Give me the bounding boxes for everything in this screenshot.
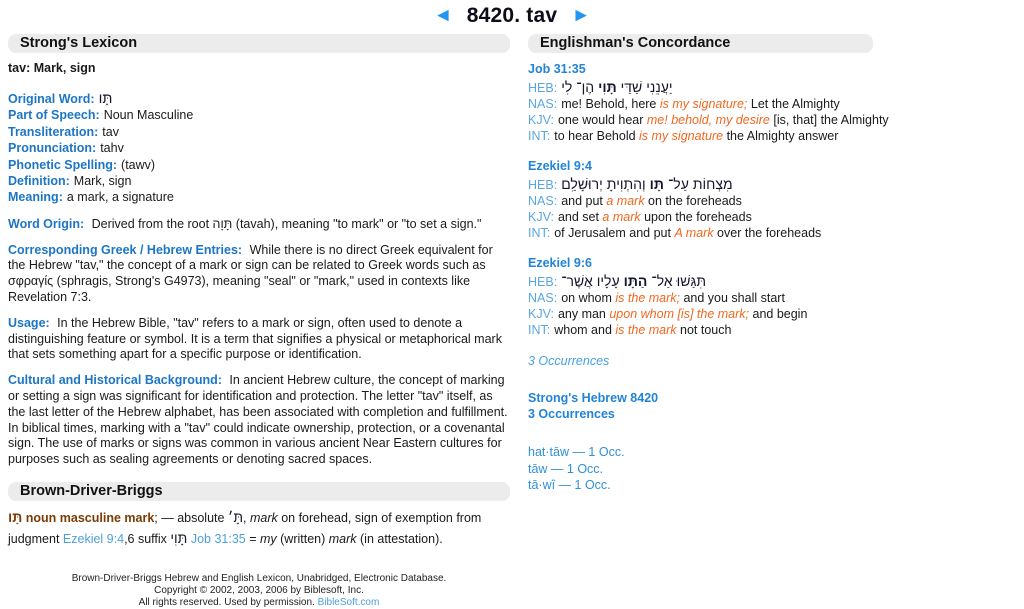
bdb-text-segment: ; — absolute	[154, 511, 228, 525]
concordance-entries	[528, 61, 1020, 338]
hebrew-keyword: תָּוִי	[598, 79, 617, 95]
nas-label: NAS:	[528, 291, 558, 305]
verse-reference-link[interactable]: Job 31:35	[528, 62, 586, 76]
field-value: tahv	[100, 141, 124, 156]
translation-text: and set	[557, 210, 603, 224]
highlighted-phrase: upon whom [is] the mark;	[609, 307, 750, 321]
int-text	[554, 323, 731, 337]
kjv-line	[528, 209, 1020, 225]
translation-text: any man	[557, 307, 610, 321]
highlighted-phrase: is my signature	[639, 129, 724, 143]
bdb-text-segment: תָּ׳	[227, 509, 243, 525]
translation-text: one would hear	[557, 113, 647, 127]
translation-text: and you shall start	[680, 291, 785, 305]
field-label: Pronunciation:	[8, 141, 97, 156]
paragraph-label: Cultural and Historical Background:	[8, 373, 222, 388]
form-occurrence-link[interactable]: tā·wî — 1 Occ.	[528, 478, 611, 492]
int-text	[554, 226, 821, 240]
bdb-text-segment: (written)	[276, 532, 329, 546]
kjv-label: KJV:	[528, 210, 554, 224]
nas-line	[528, 96, 1020, 112]
paragraph-text: Derived from the root תָּוָה (tavah), meaning "to mark" or "to set a sign."	[88, 216, 482, 231]
form-occurrence-link[interactable]: tāw — 1 Occ.	[528, 461, 604, 476]
lexicon-field-row	[8, 124, 510, 140]
kjv-line	[528, 306, 1020, 322]
footer-line-1: Brown-Driver-Briggs Hebrew and English Lexicon, Unabridged, Electronic Database.	[71, 573, 447, 584]
hebrew-text	[561, 79, 676, 95]
kjv-text	[558, 210, 752, 224]
verse-reference-link[interactable]: Ezekiel 9:4	[528, 159, 592, 173]
copyright-footer	[8, 573, 510, 609]
hebrew-word: הֶן־	[576, 79, 595, 95]
previous-entry-arrow[interactable]: ◄	[433, 5, 453, 26]
lexicon-paragraph	[8, 316, 510, 363]
heb-line	[528, 78, 1020, 96]
form-occurrence-link[interactable]: hat·tāw — 1 Occ.	[528, 445, 625, 459]
bdb-text-segment: ,6 suffix	[124, 532, 171, 546]
nas-label: NAS:	[528, 194, 558, 208]
hebrew-keyword: תָּו	[649, 176, 664, 192]
lexicon-paragraph	[8, 373, 510, 468]
translation-text: and begin	[749, 307, 808, 321]
bdb-entry-text	[8, 507, 510, 549]
translation-text: to hear Behold	[554, 129, 640, 143]
entry-title-bar	[0, 0, 1024, 32]
lexicon-paragraph	[8, 243, 510, 306]
nas-line	[528, 290, 1020, 306]
translation-text: over the foreheads	[713, 226, 822, 240]
translation-text: whom and	[554, 323, 616, 337]
field-label: Meaning:	[8, 190, 63, 205]
highlighted-phrase: a mark	[602, 210, 641, 224]
strongs-lexicon-header: Strong's Lexicon	[8, 34, 510, 53]
lexicon-field-row	[8, 91, 510, 107]
lexicon-paragraph	[8, 217, 510, 233]
nas-text	[561, 194, 742, 208]
paragraph-label: Corresponding Greek / Hebrew Entries:	[8, 242, 243, 257]
hebrew-word: מִצְחוֹת	[692, 176, 733, 192]
hebrew-word: שַׁדַּי	[620, 79, 643, 95]
verse-reference-link[interactable]: Ezekiel 9:6	[528, 256, 592, 270]
translation-text: on whom	[561, 291, 616, 305]
int-line	[528, 128, 1020, 144]
paragraph-text: While there is no direct Greek equivalent for the Hebrew "tav," the concept of a mark or sign can be related to Greek words such as σφραγίς (sphragis, Strong's G4973), meaning "seal" or "mark," used in contexts like Revelation 7:3.	[8, 242, 493, 305]
int-label: INT:	[528, 323, 551, 337]
hebrew-word: תִּגַּשׁוּ	[676, 273, 707, 289]
lexicon-fields	[8, 91, 510, 206]
bdb-text-segment: (in attestation).	[356, 532, 443, 546]
footer-line-2: Copyright © 2002, 2003, 2006 by Biblesoft, Inc.	[154, 585, 364, 596]
page-title: 8420. tav	[466, 4, 558, 27]
translation-text: of Jerusalem and put	[554, 226, 675, 240]
heb-line	[528, 272, 1020, 290]
concordance-entry	[528, 61, 1020, 144]
hebrew-word: יַעֲנֵנִי	[646, 79, 673, 95]
occurrences-count-link[interactable]: 3 Occurrences	[528, 407, 615, 421]
kjv-text	[558, 307, 807, 321]
int-text	[554, 129, 838, 143]
int-label: INT:	[528, 226, 551, 240]
translation-text: upon the foreheads	[640, 210, 752, 224]
paragraph-label: Word Origin:	[8, 216, 85, 231]
field-label: Part of Speech:	[8, 108, 100, 123]
bdb-text-segment: noun masculine mark	[25, 511, 155, 525]
field-value: Noun Masculine	[103, 108, 194, 123]
strongs-lexicon-section	[8, 34, 510, 609]
highlighted-phrase: is my signature;	[659, 97, 748, 111]
next-entry-arrow[interactable]: ►	[571, 5, 591, 26]
highlighted-phrase: A mark	[674, 226, 714, 240]
highlighted-phrase: a mark	[606, 194, 645, 208]
strongs-summary-links	[528, 390, 1020, 422]
int-line	[528, 225, 1020, 241]
footer-line-3	[8, 597, 510, 609]
bdb-text-segment: ,	[243, 511, 250, 525]
hebrew-word: עָלָיו	[596, 273, 620, 289]
hebrew-word: לִי	[561, 79, 573, 95]
kjv-label: KJV:	[528, 307, 554, 321]
lexicon-field-row	[8, 189, 510, 205]
translation-text: the Almighty answer	[723, 129, 839, 143]
footer-permission-text: All rights reserved. Used by permission.	[138, 597, 318, 608]
nas-text	[561, 97, 840, 111]
translation-text: and put	[561, 194, 607, 208]
highlighted-phrase: is the mark;	[615, 291, 680, 305]
bdb-text-segment: mark	[249, 511, 278, 525]
lexicon-paragraphs	[8, 217, 510, 468]
word-summary: tav: Mark, sign	[8, 61, 96, 75]
paragraph-label: Usage:	[8, 315, 50, 330]
nas-line	[528, 193, 1020, 209]
heb-label: HEB:	[528, 275, 558, 289]
concordance-entry	[528, 158, 1020, 241]
paragraph-text: In ancient Hebrew culture, the concept of marking or setting a sign was significant for identification and protection. The letter "tav" itself, as the last letter of the Hebrew alphabet, has been associated with completion and fulfillment. In biblical times, marking with a "tav" could indicate ownership, protection, or a covenantal sign. The use of marks or signs was common in various ancient Near Eastern cultures for purposes such as sealing agreements or denoting sacred spaces.	[8, 373, 508, 467]
englishmans-concordance-section	[528, 34, 1020, 494]
heb-label: HEB:	[528, 178, 558, 192]
hebrew-text	[561, 273, 710, 289]
int-line	[528, 322, 1020, 338]
hebrew-word: יְרוּשָׁלִַם	[561, 176, 603, 192]
bdb-verse-link[interactable]: Job 31:35	[190, 532, 246, 546]
field-label: Definition:	[8, 174, 70, 189]
field-value: a mark, a signature	[66, 190, 174, 205]
brown-driver-briggs-header: Brown-Driver-Briggs	[8, 482, 510, 501]
hebrew-word: וְהִתְוִיתָ	[606, 176, 646, 192]
nas-label: NAS:	[528, 97, 558, 111]
field-value: Mark, sign	[73, 174, 132, 189]
heb-label: HEB:	[528, 81, 558, 95]
biblesoft-link[interactable]: BibleSoft.com	[317, 597, 380, 608]
translation-text: Let the Almighty	[747, 97, 840, 111]
nas-text	[561, 291, 785, 305]
field-value: (tawv)	[121, 157, 156, 172]
field-value: תָּו	[98, 91, 113, 107]
translation-text: not touch	[676, 323, 732, 337]
bdb-text-segment: תָּו	[8, 509, 23, 525]
field-label: Transliteration:	[8, 124, 99, 139]
lexicon-field-row	[8, 157, 510, 173]
translation-text: me! Behold, here	[561, 97, 660, 111]
bdb-text-segment: my	[260, 532, 277, 546]
hebrew-text	[561, 176, 736, 192]
bdb-verse-link[interactable]: Ezekiel 9:4	[62, 532, 125, 546]
word-form-links	[528, 444, 1020, 494]
hebrew-word: עַל־	[667, 176, 689, 192]
int-label: INT:	[528, 129, 551, 143]
lexicon-field-row	[8, 173, 510, 189]
lexicon-field-row	[8, 140, 510, 156]
translation-text: on the foreheads	[644, 194, 742, 208]
field-value: tav	[102, 124, 119, 139]
bdb-text-segment: mark	[328, 532, 357, 546]
highlighted-phrase: is the mark	[615, 323, 677, 337]
paragraph-text: In the Hebrew Bible, "tav" refers to a mark or sign, often used to denote a distinguishing feature or symbol. It is a term that signifies a physical or metaphorical mark that sets something apart for a specific purpose or identification.	[8, 315, 502, 362]
concordance-entry	[528, 255, 1020, 338]
lexicon-field-row	[8, 107, 510, 123]
highlighted-phrase: me! behold, my desire	[646, 113, 770, 127]
kjv-text	[558, 113, 889, 127]
heb-line	[528, 175, 1020, 193]
kjv-line	[528, 112, 1020, 128]
kjv-label: KJV:	[528, 113, 554, 127]
bdb-text-segment: תָּוִי	[170, 530, 188, 546]
bdb-text-segment: =	[245, 532, 260, 546]
hebrew-word: אַל־	[651, 273, 673, 289]
field-label: Original Word:	[8, 92, 95, 106]
strongs-hebrew-8420-link[interactable]: Strong's Hebrew 8420	[528, 391, 659, 405]
englishmans-concordance-header: Englishman's Concordance	[528, 34, 873, 53]
translation-text: [is, that] the Almighty	[769, 113, 889, 127]
hebrew-word: אֲשֶׁר־	[561, 273, 593, 289]
hebrew-keyword: הַתָּו	[623, 273, 648, 289]
occurrences-note: 3 Occurrences	[528, 354, 610, 368]
field-label: Phonetic Spelling:	[8, 157, 118, 172]
bdb-text-segment: on forehead, sign of exemption from judgment	[8, 511, 482, 546]
